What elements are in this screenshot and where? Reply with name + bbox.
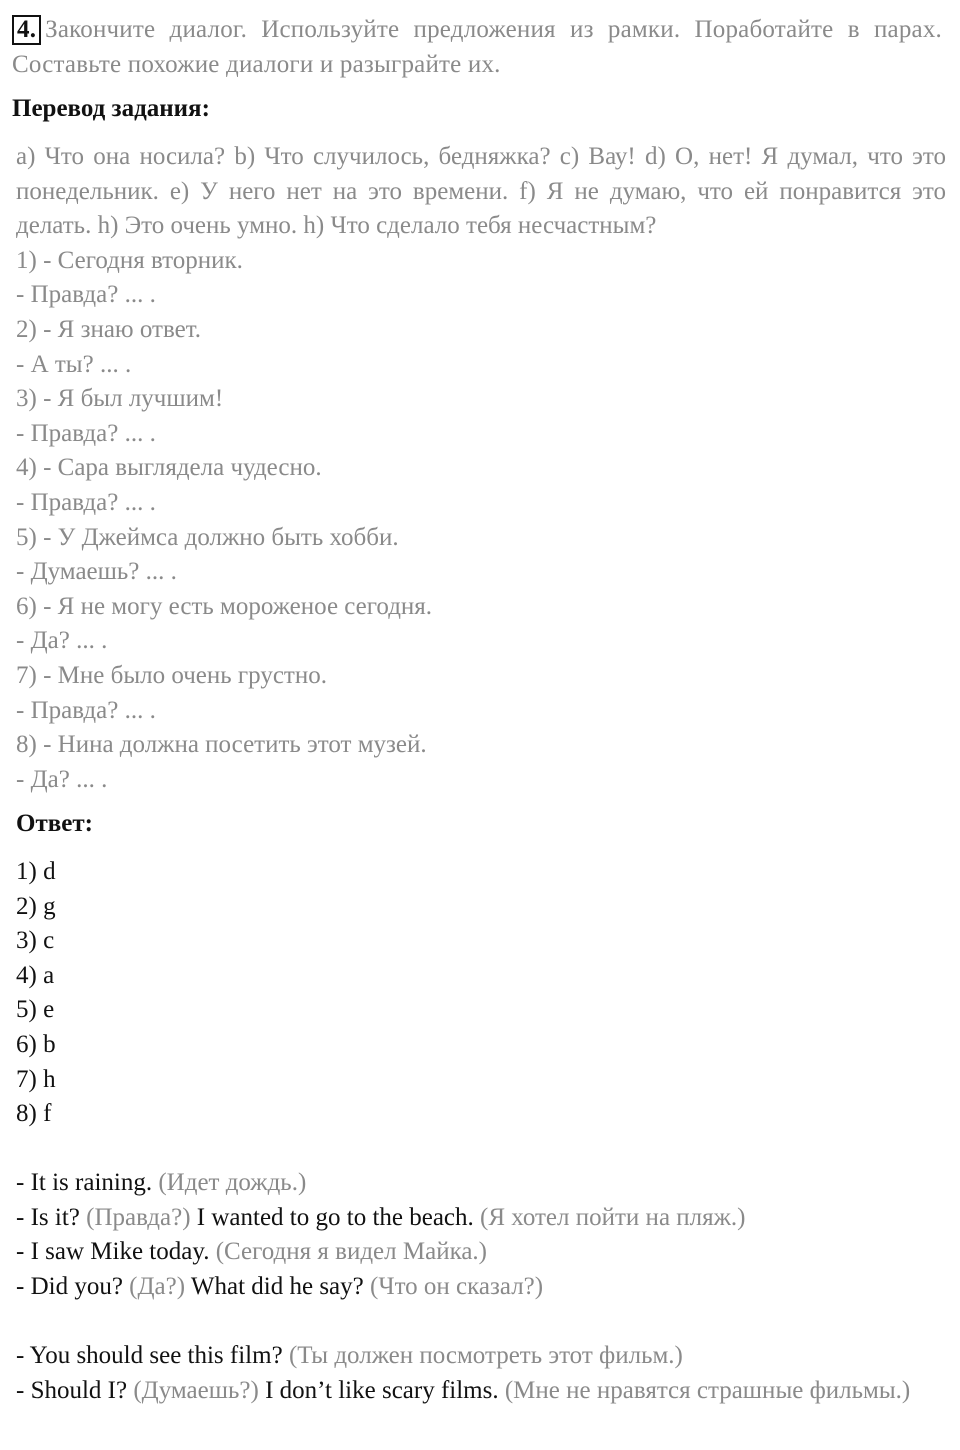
dialog-translation: (Сегодня я видел Майка.) xyxy=(215,1238,488,1266)
answer-item: 3) c xyxy=(16,927,55,955)
dialog-translation: (Мне не нравятся страшные фильмы.) xyxy=(504,1376,911,1404)
dialog-line xyxy=(16,1201,946,1236)
translation-line: 1) - Сегодня вторник. xyxy=(16,246,243,274)
translation-line: 5) - У Джеймса должно быть хобби. xyxy=(16,523,399,551)
answer-heading: Ответ: xyxy=(16,810,93,837)
dialog-translation: (Правда?) xyxy=(86,1203,191,1231)
dialog-translation: (Идет дождь.) xyxy=(158,1169,307,1196)
dialog-english: - Did you? xyxy=(16,1272,123,1300)
translation-line: 2) - Я знаю ответ. xyxy=(16,315,201,343)
dialog-translation: (Да?) xyxy=(129,1272,186,1300)
translation-heading: Перевод задания: xyxy=(12,95,210,122)
task-instruction xyxy=(12,12,942,82)
dialog-english: - Should I? xyxy=(16,1376,128,1404)
dialog-english: - It is raining. xyxy=(16,1169,153,1196)
translation-line: - Думаешь? ... . xyxy=(16,558,177,586)
translation-line: - Да? ... . xyxy=(16,627,108,655)
dialog-english: - Is it? xyxy=(16,1203,80,1231)
answer-item: 2) g xyxy=(16,892,56,920)
dialog-translation: (Что он сказал?) xyxy=(370,1272,544,1300)
dialog-line xyxy=(16,1339,946,1374)
translation-line: - Правда? ... . xyxy=(16,488,156,516)
dialog-english: - You should see this film? xyxy=(16,1341,283,1369)
dialog-spacer xyxy=(16,1304,946,1339)
dialog-english: What did he say? xyxy=(190,1272,364,1300)
dialog-translation: (Я хотел пойти на пляж.) xyxy=(480,1203,746,1231)
translation-line: 7) - Мне было очень грустно. xyxy=(16,661,327,689)
translation-line: - Правда? ... . xyxy=(16,419,156,447)
dialog-line xyxy=(16,1374,946,1409)
task-number-box: 4. xyxy=(12,15,41,45)
dialog-english: I wanted to go to the beach. xyxy=(196,1203,474,1231)
answer-item: 6) b xyxy=(16,1030,56,1058)
translation-line: 6) - Я не могу есть мороженое сегодня. xyxy=(16,592,433,620)
dialog-line xyxy=(16,1166,946,1201)
example-dialogs xyxy=(16,1166,946,1408)
answer-item: 5) e xyxy=(16,996,55,1024)
task-text: Закончите диалог. Используйте предложения из рамки. Поработайте в парах. Составьте похожие диалоги и разыграйте их. xyxy=(12,16,942,78)
dialog-translation: (Ты должен посмотреть этот фильм.) xyxy=(288,1341,683,1369)
translation-line: 3) - Я был лучшим! xyxy=(16,385,224,413)
translation-options: a) Что она носила? b) Что случилось, бедняжка? c) Вау! d) О, нет! Я думал, что это понедельник. e) У него нет на это времени. f) Я не думаю, что ей понравится это делать. h) Это очень умно. h) Что сделало тебя несчастным? xyxy=(16,143,946,240)
dialog-translation: (Думаешь?) xyxy=(133,1376,259,1404)
answer-item: 8) f xyxy=(16,1100,52,1128)
answer-item: 1) d xyxy=(16,858,56,885)
translation-line: 8) - Нина должна посетить этот музей. xyxy=(16,731,427,759)
translation-line: 4) - Сара выглядела чудесно. xyxy=(16,454,322,482)
translation-line: - Правда? ... . xyxy=(16,696,156,724)
translation-block xyxy=(16,140,946,797)
answer-item: 4) a xyxy=(16,961,55,989)
answer-item: 7) h xyxy=(16,1065,56,1093)
dialog-line xyxy=(16,1235,946,1270)
dialog-line xyxy=(16,1270,946,1305)
answer-list xyxy=(16,855,56,1132)
translation-line: - А ты? ... . xyxy=(16,350,132,378)
translation-line: - Правда? ... . xyxy=(16,281,156,309)
translation-line: - Да? ... . xyxy=(16,765,108,793)
dialog-english: - I saw Mike today. xyxy=(16,1238,210,1266)
dialog-english: I don’t like scary films. xyxy=(265,1376,499,1404)
